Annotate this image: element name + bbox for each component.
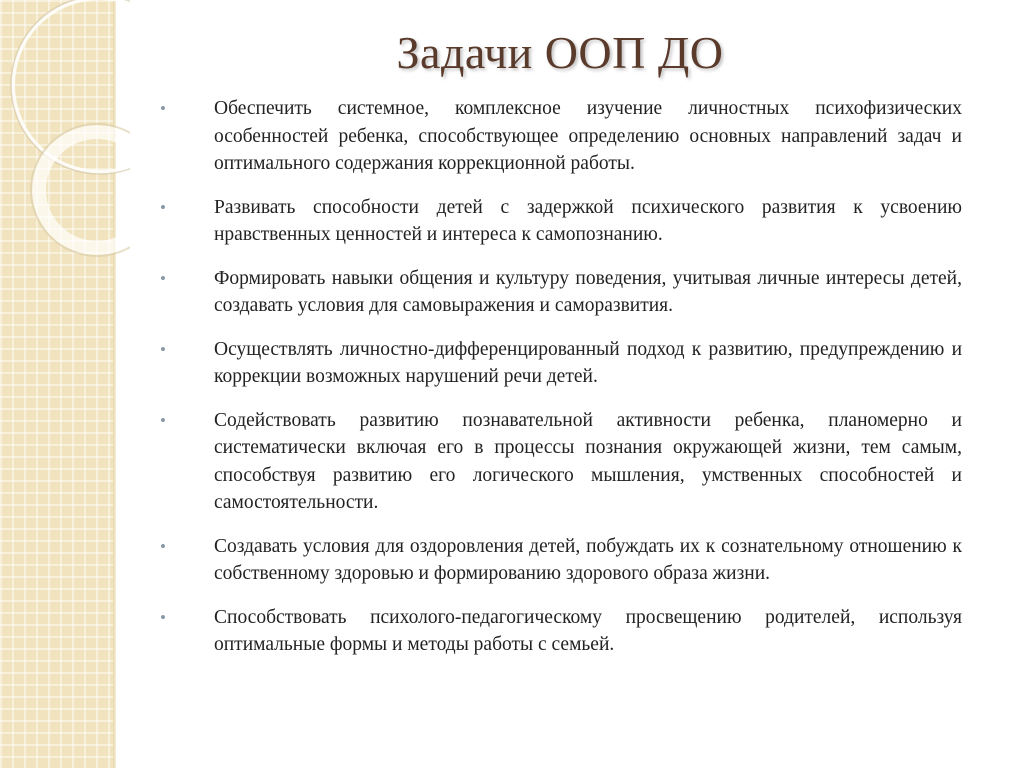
- task-list: [160, 95, 962, 675]
- list-item: [160, 407, 962, 517]
- list-item-text: Развивать способности детей с задержкой психического развития к усвоению нравственных ценностей и интереса к самопознанию.: [214, 196, 962, 245]
- list-item: [160, 265, 962, 320]
- small-ring-decoration: [39, 132, 130, 248]
- list-item-text: Создавать условия для оздоровления детей, побуждать их к сознательному отношению к собственному здоровью и формированию здорового образа жизни.: [214, 535, 962, 584]
- list-item: [160, 95, 962, 178]
- list-item-text: Осуществлять личностно-дифференцированный подход к развитию, предупреждению и коррекции возможных нарушений речи детей.: [214, 338, 962, 387]
- bullet-icon: •: [160, 268, 166, 288]
- list-item-text: Содействовать развитию познавательной активности ребенка, планомерно и систематически включая его в процессы познания окружающей жизни, тем самым, способствуя развитию его логического мышления, умственных способностей и самостоятельности.: [214, 409, 962, 513]
- list-item-text: Обеспечить системное, комплексное изучение личностных психофизических особенностей ребенка, способствующее определению основных направлений задач и оптимального содержания коррекционной работы.: [214, 98, 962, 174]
- list-item: [160, 533, 962, 588]
- bullet-icon: •: [160, 410, 166, 430]
- large-ring-decoration: [13, 0, 130, 172]
- bullet-icon: •: [160, 197, 166, 217]
- bullet-icon: •: [160, 339, 166, 359]
- list-item-text: Способствовать психолого-педагогическому просвещению родителей, используя оптимальные формы и методы работы с семьей.: [214, 606, 962, 655]
- list-item: [160, 604, 962, 659]
- large-ring-shadow: [11, 0, 130, 174]
- decorative-rings: [0, 0, 130, 300]
- bullet-icon: •: [160, 99, 166, 118]
- bullet-icon: •: [160, 607, 166, 627]
- list-item: [160, 194, 962, 249]
- bullet-icon: •: [160, 536, 166, 556]
- slide-title: Задачи ООП ДО: [396, 27, 724, 78]
- list-item: [160, 336, 962, 391]
- list-item-text: Формировать навыки общения и культуру поведения, учитывая личные интересы детей, создавать условия для самовыражения и саморазвития.: [214, 267, 962, 316]
